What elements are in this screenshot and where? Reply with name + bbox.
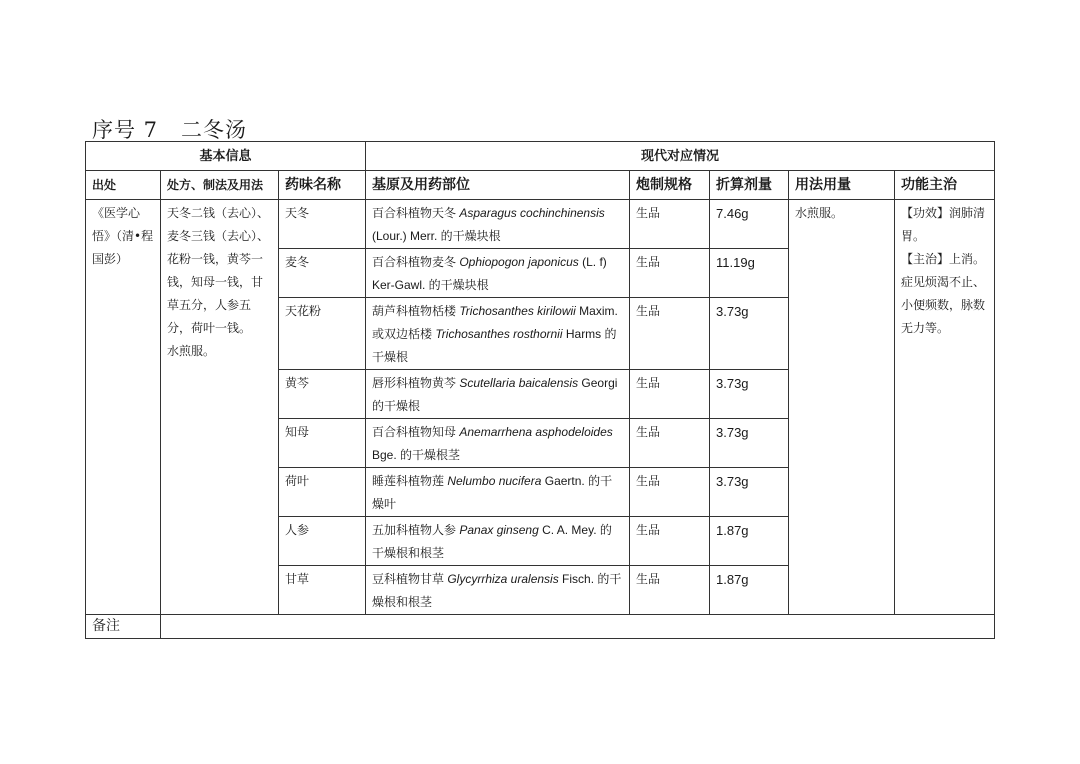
note-value [161, 615, 995, 639]
header-row-top [86, 142, 995, 171]
herb-processing: 生品 [630, 200, 710, 249]
herb-dose: 7.46g [710, 200, 789, 249]
function-cell [895, 200, 995, 615]
herb-dose: 1.87g [710, 517, 789, 566]
function-effect: 【功效】润肺清胃。 [901, 206, 986, 243]
herb-name: 天花粉 [279, 298, 366, 370]
herb-processing: 生品 [630, 249, 710, 298]
herb-dose: 1.87g [710, 566, 789, 615]
herb-origin: 葫芦科植物栝楼 Trichosanthes kirilowii Maxim. 或双边栝楼 Trichosanthes rosthornii Harms 的干燥根 [366, 298, 630, 370]
herb-origin: 百合科植物知母 Anemarrhena asphodeloides Bge. 的干燥根茎 [366, 419, 630, 468]
herb-name: 知母 [279, 419, 366, 468]
herb-origin: 百合科植物麦冬 Ophiopogon japonicus (L. f) Ker-Gawl. 的干燥块根 [366, 249, 630, 298]
herb-processing: 生品 [630, 566, 710, 615]
herb-origin: 五加科植物人参 Panax ginseng C. A. Mey. 的干燥根和根茎 [366, 517, 630, 566]
method-text: 水煎服。 [167, 344, 216, 358]
col-source: 出处 [86, 171, 161, 200]
header-basic-info: 基本信息 [86, 142, 366, 171]
function-indication: 【主治】上消。症见烦渴不止、小便频数，脉数无力等。 [901, 252, 986, 335]
source-text: 《医学心悟》（清•程国彭） [92, 206, 154, 266]
note-label: 备注 [86, 615, 161, 639]
herb-name: 甘草 [279, 566, 366, 615]
herb-dose: 3.73g [710, 468, 789, 517]
prescription-cell [161, 200, 279, 615]
table-row [86, 200, 995, 249]
herb-processing: 生品 [630, 370, 710, 419]
herb-name: 麦冬 [279, 249, 366, 298]
herb-name: 荷叶 [279, 468, 366, 517]
herb-dose: 3.73g [710, 419, 789, 468]
source-cell [86, 200, 161, 615]
note-row [86, 615, 995, 639]
herb-processing: 生品 [630, 468, 710, 517]
herb-processing: 生品 [630, 298, 710, 370]
col-herb: 药味名称 [279, 171, 366, 200]
herb-name: 黄芩 [279, 370, 366, 419]
col-processing: 炮制规格 [630, 171, 710, 200]
col-function: 功能主治 [895, 171, 995, 200]
prescription-text: 天冬二钱（去心）、麦冬三钱（去心）、花粉一钱，黄芩一钱，知母一钱，甘草五分，人参五分，荷叶一钱。 [167, 206, 270, 335]
herb-origin: 唇形科植物黄芩 Scutellaria baicalensis Georgi 的干燥根 [366, 370, 630, 419]
col-prescription: 处方、制法及用法 [161, 171, 279, 200]
page-title: 序号 7 二冬汤 [92, 118, 248, 142]
herb-origin: 睡莲科植物莲 Nelumbo nucifera Gaertn. 的干燥叶 [366, 468, 630, 517]
formula-table [85, 141, 995, 639]
herb-processing: 生品 [630, 517, 710, 566]
herb-origin: 百合科植物天冬 Asparagus cochinchinensis (Lour.) Merr. 的干燥块根 [366, 200, 630, 249]
herb-dose: 11.19g [710, 249, 789, 298]
herb-name: 天冬 [279, 200, 366, 249]
herb-dose: 3.73g [710, 370, 789, 419]
herb-dose: 3.73g [710, 298, 789, 370]
usage-cell: 水煎服。 [789, 200, 895, 615]
header-row-columns [86, 171, 995, 200]
herb-processing: 生品 [630, 419, 710, 468]
herb-origin: 豆科植物甘草 Glycyrrhiza uralensis Fisch. 的干燥根和根茎 [366, 566, 630, 615]
herb-name: 人参 [279, 517, 366, 566]
col-dose: 折算剂量 [710, 171, 789, 200]
col-usage: 用法用量 [789, 171, 895, 200]
col-origin: 基原及用药部位 [366, 171, 630, 200]
header-modern: 现代对应情况 [366, 142, 995, 171]
